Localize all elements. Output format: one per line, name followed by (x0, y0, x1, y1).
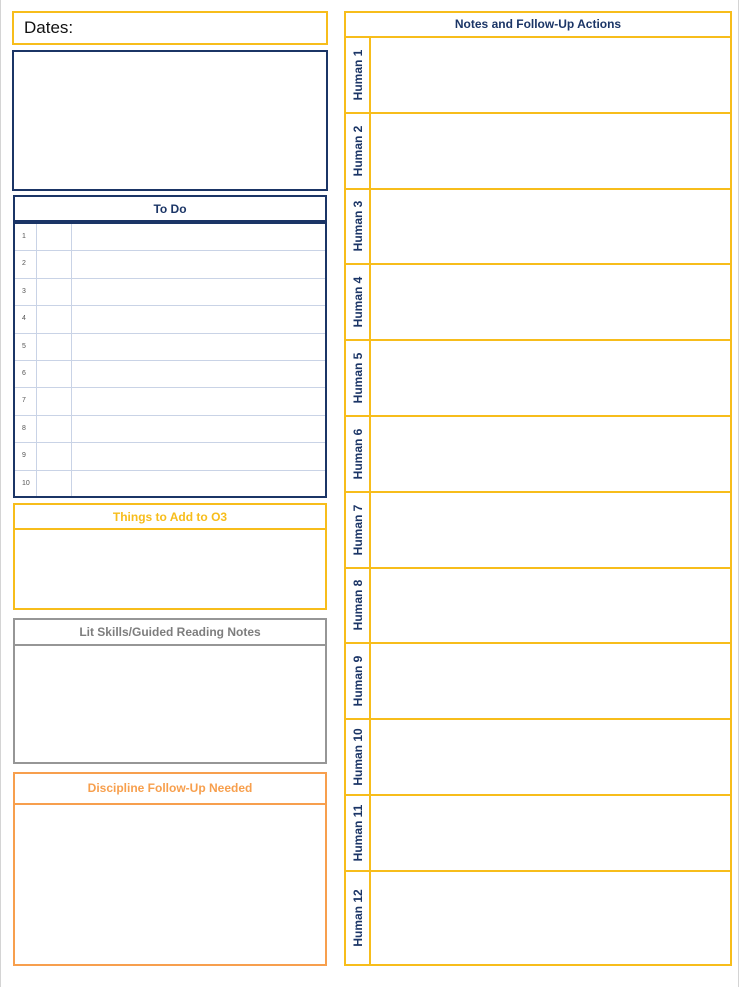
human-label-cell (346, 114, 371, 188)
todo-title: To Do (153, 202, 187, 216)
todo-row[interactable] (15, 251, 325, 278)
todo-row[interactable] (15, 224, 325, 251)
human-label-cell (346, 417, 371, 491)
todo-column-divider (36, 334, 37, 360)
todo-column-divider (71, 334, 72, 360)
human-notes-row[interactable] (344, 339, 732, 417)
todo-row-number: 4 (22, 315, 26, 323)
todo-column-divider (71, 388, 72, 414)
todo-row[interactable] (15, 361, 325, 388)
human-notes-row[interactable] (344, 718, 732, 796)
todo-header (13, 195, 327, 222)
lit-skills-header (13, 618, 327, 646)
things-to-add-area[interactable] (13, 528, 327, 610)
todo-column-divider (36, 306, 37, 332)
todo-column-divider (71, 279, 72, 305)
human-notes-row[interactable] (344, 567, 732, 645)
todo-row-number: 7 (22, 397, 26, 405)
human-notes-row[interactable] (344, 263, 732, 341)
human-label-cell (346, 720, 371, 794)
human-label: Human 6 (350, 428, 365, 480)
human-label: Human 2 (350, 125, 365, 177)
todo-row[interactable] (15, 443, 325, 470)
human-label: Human 12 (350, 889, 365, 947)
blank-notes-box[interactable] (12, 50, 328, 191)
human-label: Human 8 (350, 580, 365, 631)
human-label-cell (346, 38, 371, 112)
human-label: Human 4 (350, 276, 365, 328)
human-notes-row[interactable] (344, 112, 732, 190)
human-label-cell (346, 644, 371, 718)
todo-row-number: 8 (22, 424, 26, 432)
todo-column-divider (71, 251, 72, 277)
todo-row-number: 2 (22, 260, 26, 268)
todo-row-number: 10 (22, 479, 30, 487)
human-notes-row[interactable] (344, 491, 732, 569)
todo-row[interactable] (15, 388, 325, 415)
human-label-cell (346, 796, 371, 870)
todo-column-divider (36, 279, 37, 305)
todo-row[interactable] (15, 471, 325, 498)
lit-skills-title: Lit Skills/Guided Reading Notes (79, 625, 261, 639)
things-to-add-header (13, 503, 327, 530)
human-label: Human 3 (350, 201, 365, 252)
todo-row-number: 3 (22, 287, 26, 295)
human-label-cell (346, 569, 371, 643)
todo-row[interactable] (15, 306, 325, 333)
human-label-cell (346, 493, 371, 567)
todo-row-number: 5 (22, 342, 26, 350)
things-to-add-title: Things to Add to O3 (112, 510, 228, 524)
todo-row-number: 1 (22, 233, 26, 240)
discipline-header (13, 772, 327, 805)
notes-header (344, 11, 732, 38)
todo-row[interactable] (15, 416, 325, 443)
human-label-cell (346, 341, 371, 415)
human-label: Human 7 (350, 504, 365, 556)
human-label: Human 10 (350, 728, 365, 786)
human-label-cell (346, 872, 371, 964)
dates-field[interactable] (12, 11, 328, 45)
human-notes-row[interactable] (344, 415, 732, 493)
notes-title: Notes and Follow-Up Actions (454, 17, 622, 31)
dates-label: Dates: (24, 18, 74, 37)
todo-column-divider (71, 306, 72, 332)
lit-skills-area[interactable] (13, 644, 327, 764)
human-notes-row[interactable] (344, 870, 732, 966)
todo-column-divider (71, 416, 72, 442)
todo-column-divider (36, 224, 37, 250)
todo-column-divider (36, 443, 37, 469)
todo-list (13, 222, 327, 498)
human-notes-row[interactable] (344, 36, 732, 114)
todo-column-divider (36, 416, 37, 442)
human-label-cell (346, 190, 371, 264)
todo-row[interactable] (15, 334, 325, 361)
todo-row-number: 9 (22, 452, 26, 460)
todo-column-divider (36, 471, 37, 498)
human-label: Human 1 (350, 49, 365, 101)
todo-column-divider (71, 443, 72, 469)
todo-column-divider (71, 471, 72, 498)
todo-row-number: 6 (22, 369, 26, 377)
todo-column-divider (71, 361, 72, 387)
discipline-area[interactable] (13, 803, 327, 966)
todo-row[interactable] (15, 279, 325, 306)
human-label-cell (346, 265, 371, 339)
todo-column-divider (36, 251, 37, 277)
todo-column-divider (36, 361, 37, 387)
human-label: Human 9 (350, 655, 365, 707)
human-notes-row[interactable] (344, 642, 732, 720)
human-notes-row[interactable] (344, 188, 732, 266)
discipline-title: Discipline Follow-Up Needed (87, 781, 253, 795)
human-label: Human 11 (350, 804, 365, 862)
todo-column-divider (71, 224, 72, 250)
human-notes-row[interactable] (344, 794, 732, 872)
todo-column-divider (36, 388, 37, 414)
human-label: Human 5 (350, 352, 365, 404)
